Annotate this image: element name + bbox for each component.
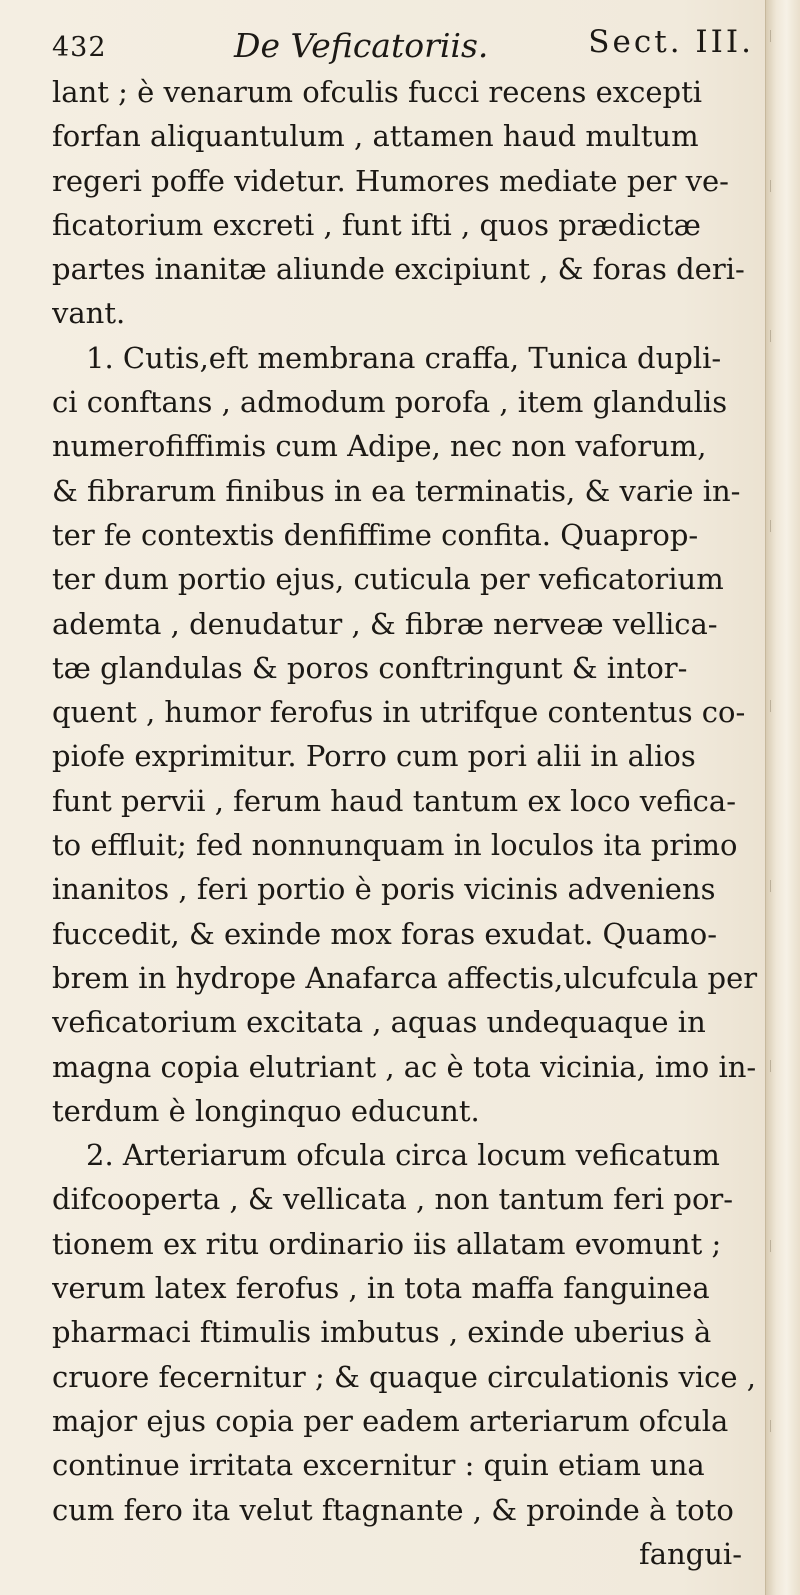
text-line: numerofiffimis cum Adipe, nec non vaforum, <box>52 429 707 464</box>
text-line: verum latex ferofus , in tota maffa fanguinea <box>52 1271 710 1306</box>
edge-mark <box>770 330 781 342</box>
edge-mark <box>770 1240 781 1252</box>
edge-mark <box>770 1420 781 1432</box>
body-text <box>52 70 760 1576</box>
text-line: terdum è longinquo educunt. <box>52 1093 480 1128</box>
text-line: forfan aliquantulum , attamen haud multum <box>52 119 699 154</box>
text-line: partes inanitæ aliunde excipiunt , & foras deri- <box>52 252 745 287</box>
text-line: magna copia elutriant , ac è tota vicinia, imo in- <box>52 1049 757 1084</box>
edge-mark <box>770 880 781 892</box>
text-line: vant. <box>52 296 126 331</box>
text-line: cum fero ita velut ftagnante , & proinde à toto <box>52 1492 734 1527</box>
edge-mark <box>770 180 781 192</box>
text-line: difcooperta , & vellicata , non tantum feri por- <box>52 1182 734 1217</box>
section-label: Sect. III. <box>588 24 754 60</box>
text-line: quent , humor ferofus in utrifque contentus co- <box>52 695 746 730</box>
text-line: fuccedit, & exinde mox foras exudat. Quamo- <box>52 916 718 951</box>
edge-mark <box>770 1060 781 1072</box>
text-line: 2. Arteriarum ofcula circa locum veficatum <box>86 1138 720 1173</box>
text-line: lant ; è venarum ofculis fucci recens excepti <box>52 75 703 109</box>
edge-mark <box>770 30 781 42</box>
text-line: 1. Cutis,eft membrana craffa, Tunica dupli- <box>86 340 722 375</box>
text-line: tæ glandulas & poros conftringunt & intor- <box>52 650 688 685</box>
running-title: De Veficatoriis. <box>234 26 489 65</box>
text-line: major ejus copia per eadem arteriarum ofcula <box>52 1403 729 1438</box>
text-line: ter dum portio ejus, cuticula per veficatorium <box>52 562 724 597</box>
text-line: inanitos , feri portio è poris vicinis adveniens <box>52 872 716 907</box>
catchword: fangui- <box>638 1536 742 1571</box>
text-line: cruore fecernitur ; & quaque circulationis vice , <box>52 1359 756 1394</box>
text-line: piofe exprimitur. Porro cum pori alii in alios <box>52 739 696 774</box>
page-header <box>52 24 768 68</box>
text-line: pharmaci ftimulis imbutus , exinde uberius à <box>52 1315 712 1350</box>
text-line: veficatorium excitata , aquas undequaque in <box>52 1005 706 1040</box>
text-line: brem in hydrope Anafarca affectis,ulcufcula per <box>52 960 758 995</box>
facing-page-edge <box>765 0 800 1595</box>
text-line: ci conftans , admodum porofa , item glandulis <box>52 385 728 420</box>
text-line: ademta , denudatur , & fibræ nerveæ vellica- <box>52 606 718 641</box>
text-line: continue irritata excernitur : quin etiam una <box>52 1448 705 1483</box>
text-line: ficatorium excreti , funt ifti , quos prædictæ <box>52 207 701 242</box>
text-line: ter fe contextis denfiffime confita. Quaprop- <box>52 517 699 552</box>
text-line: tionem ex ritu ordinario iis allatam evomunt ; <box>52 1226 722 1261</box>
edge-mark <box>770 700 781 712</box>
text-line: funt pervii , ferum haud tantum ex loco vefica- <box>52 783 736 818</box>
text-line: regeri poffe videtur. Humores mediate per ve- <box>52 163 729 198</box>
edge-mark <box>770 520 781 532</box>
text-line: to effluit; fed nonnunquam in loculos ita primo <box>52 828 738 863</box>
text-line: & fibrarum finibus in ea terminatis, & varie in- <box>52 473 741 508</box>
page-number: 432 <box>52 32 107 63</box>
